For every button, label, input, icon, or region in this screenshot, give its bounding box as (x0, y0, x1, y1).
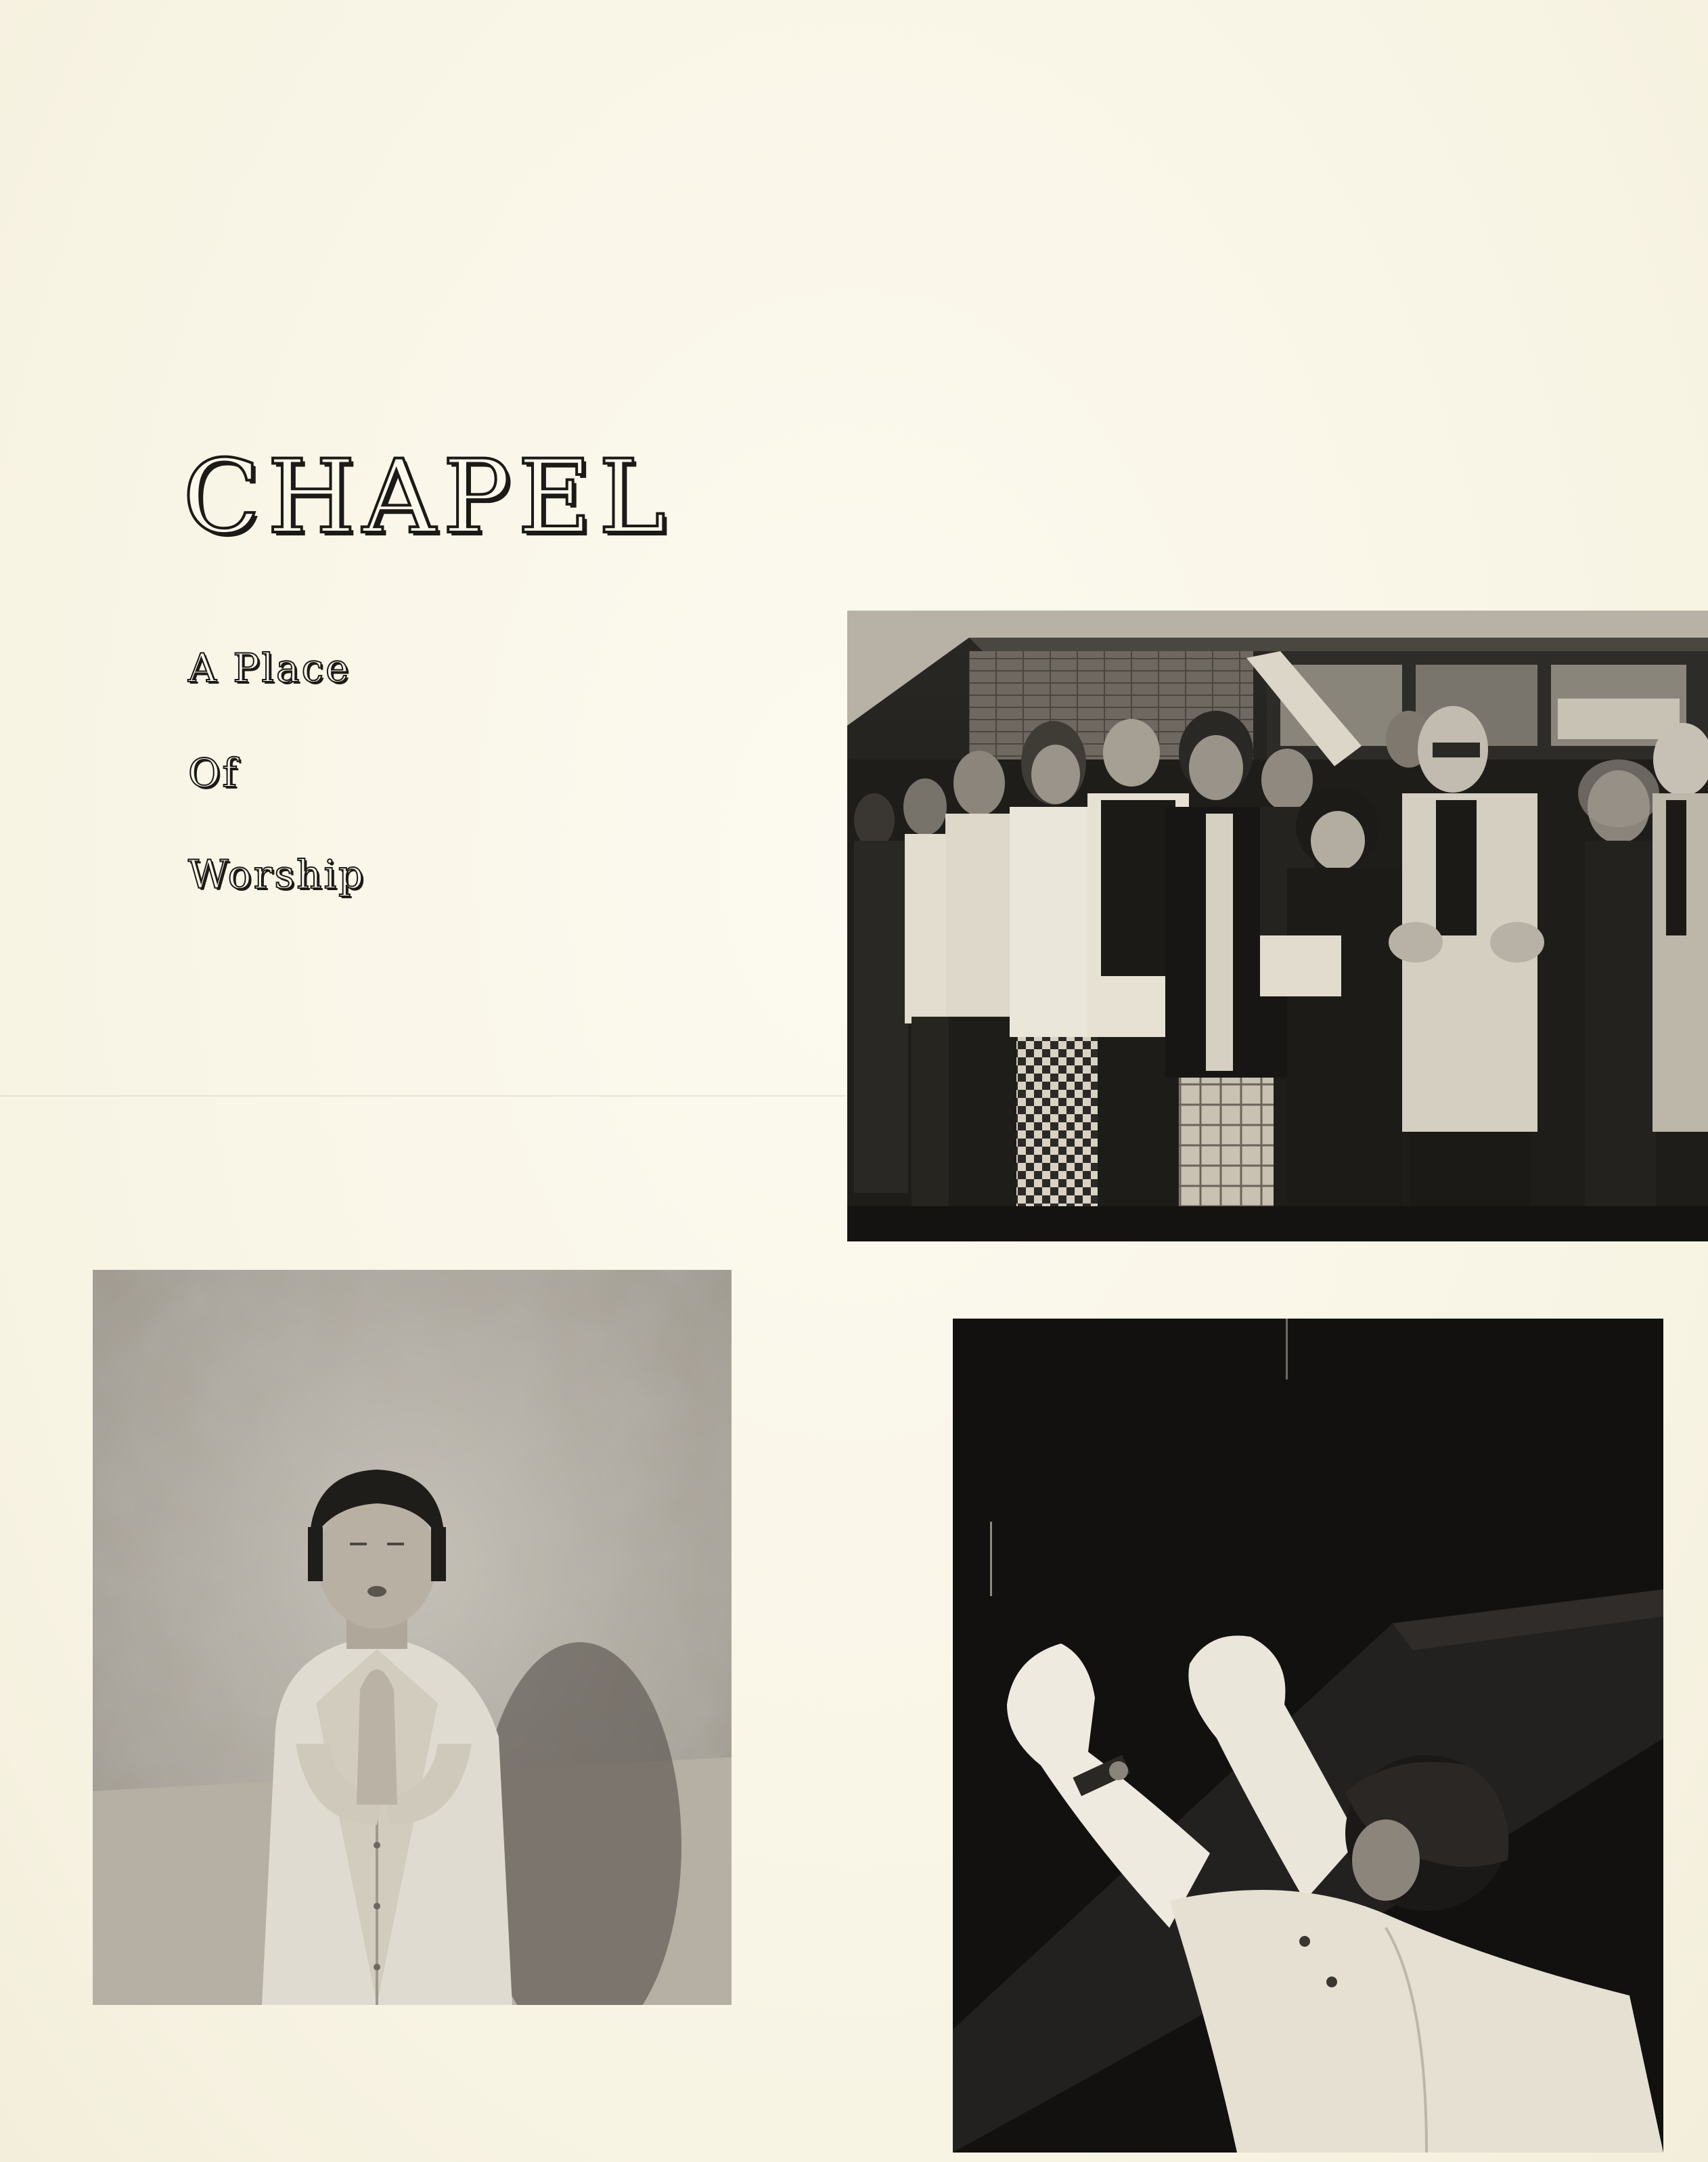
subtitle-line-3: Worship (188, 852, 366, 898)
subtitle-line-2: Of (188, 750, 240, 796)
page-title: CHAPEL (183, 439, 673, 556)
raised-hands-photo (953, 1319, 1663, 2153)
kneeling-prayer-photo (93, 1270, 732, 2005)
congregation-photo (847, 611, 1708, 1241)
subtitle-line-1: A Place (188, 645, 351, 691)
page-crease (0, 1095, 846, 1097)
